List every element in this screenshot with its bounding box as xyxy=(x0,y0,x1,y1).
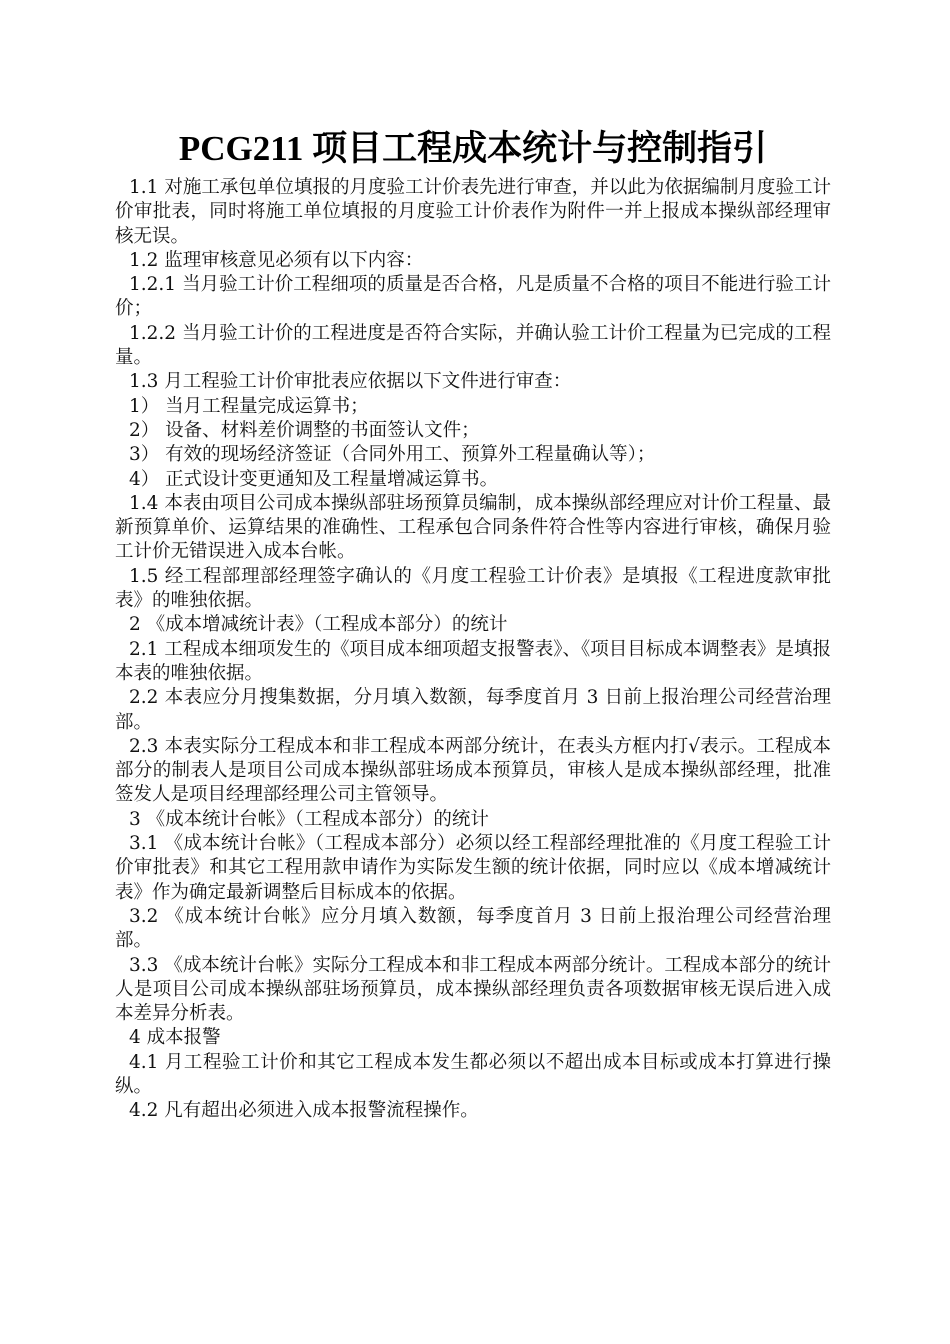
section-heading-4: 4 成本报警 xyxy=(129,1027,221,1049)
list-item-2: 2） 设备、材料差价调整的书面签认文件； xyxy=(129,419,480,441)
paragraph-4-2: 4.2 凡有超出必须进入成本报警流程操作。 xyxy=(129,1100,479,1122)
paragraph-4-1: 4.1 月工程验工计价和其它工程成本发生都必须以不超出成本目标或成本打算进行操纵。 xyxy=(115,1051,831,1097)
paragraph-1-3: 1.3 月工程验工计价审批表应依据以下文件进行审查： xyxy=(129,371,572,393)
document-page xyxy=(115,126,831,1124)
paragraph-1-2-1: 1.2.1 当月验工计价工程细项的质量是否合格，凡是质量不合格的项目不能进行验工计价； xyxy=(115,274,831,320)
paragraph-1-2: 1.2 监理审核意见必须有以下内容： xyxy=(129,249,424,271)
paragraph-3-3: 3.3 《成本统计台帐》实际分工程成本和非工程成本两部分统计。工程成本部分的统计人是项目公司成本操纵部驻场预算员，成本操纵部经理负责各项数据审核无误后进入成本差异分析表。 xyxy=(115,954,831,1025)
list-item-4: 4） 正式设计变更通知及工程量增减运算书。 xyxy=(129,468,499,490)
section-heading-3: 3 《成本统计台帐》（工程成本部分）的统计 xyxy=(129,808,489,830)
list-item-3: 3） 有效的现场经济签证（合同外用工、预算外工程量确认等）； xyxy=(129,444,656,466)
paragraph-1-2-2: 1.2.2 当月验工计价的工程进度是否符合实际，并确认验工计价工程量为已完成的工程量。 xyxy=(115,322,831,369)
paragraph-1-5: 1.5 经工程部理部经理签字确认的《月度工程验工计价表》是填报《工程进度款审批表》的唯独依据。 xyxy=(115,565,831,612)
paragraph-2-3: 2.3 本表实际分工程成本和非工程成本两部分统计，在表头方框内打√表示。工程成本部分的制表人是项目公司成本操纵部驻场成本预算员，审核人是成本操纵部经理，批准签发人是项目经理部经理公司主管领导。 xyxy=(115,735,831,806)
paragraph-3-2: 3.2 《成本统计台帐》应分月填入数额，每季度首月 3 日前上报治理公司经营治理部。 xyxy=(115,905,831,952)
section-heading-2: 2 《成本增减统计表》（工程成本部分）的统计 xyxy=(129,614,508,636)
document-title: PCG211 项目工程成本统计与控制指引 xyxy=(178,129,768,168)
paragraph-1-1: 1.1 对施工承包单位填报的月度验工计价表先进行审查，并以此为依据编制月度验工计价审批表，同时将施工单位填报的月度验工计价表作为附件一并上报成本操纵部经理审核无误。 xyxy=(115,177,831,247)
paragraph-2-1: 2.1 工程成本细项发生的《项目成本细项超支报警表》、《项目目标成本调整表》是填报本表的唯独依据。 xyxy=(115,638,831,684)
paragraph-1-4: 1.4 本表由项目公司成本操纵部驻场预算员编制，成本操纵部经理应对计价工程量、最新预算单价、运算结果的准确性、工程承包合同条件符合性等内容进行审核，确保月验工计价无错误进入成本台帐。 xyxy=(115,492,831,563)
paragraph-2-2: 2.2 本表应分月搜集数据，分月填入数额，每季度首月 3 日前上报治理公司经营治理部。 xyxy=(115,687,831,733)
paragraph-3-1: 3.1 《成本统计台帐》（工程成本部分）必须以经工程部经理批准的《月度工程验工计价审批表》和其它工程用款申请作为实际发生额的统计依据，同时应以《成本增减统计表》作为确定最新调整后目标成本的依据。 xyxy=(115,833,831,903)
list-item-1: 1） 当月工程量完成运算书； xyxy=(129,395,369,417)
